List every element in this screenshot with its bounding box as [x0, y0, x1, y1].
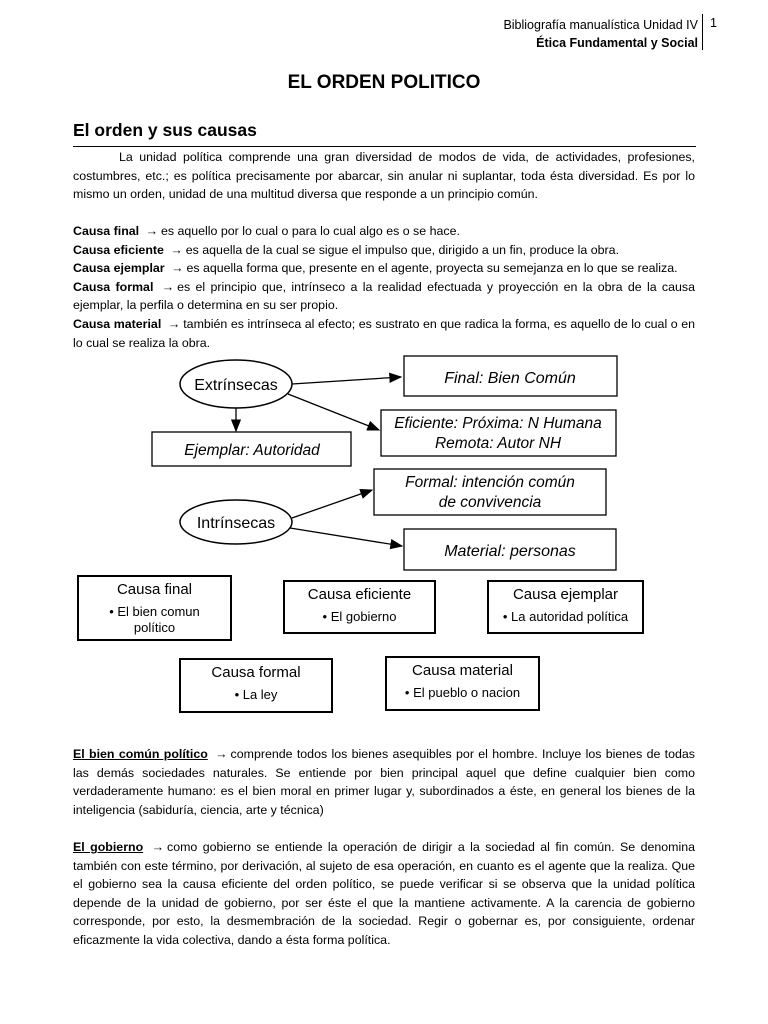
header-lines — [503, 16, 698, 52]
causa-eficiente-bullet: • El gobierno — [322, 609, 397, 624]
bien-comun-paragraph: El bien común político → comprende todos los bienes asequibles por el hombre. Incluye los bienes de todas las demás sociedades naturales. Se entiende por bien principal aquel que define cualquier bien como verdaderamente humano: es el bien moral en primer lugar y, subordinados a éste, en general los bienes de la inteligencia (sabiduría, ciencia, arte y técnica) — [73, 747, 695, 817]
eficiente-label-1: Eficiente: Próxima: N Humana — [394, 415, 602, 432]
page-header — [0, 14, 768, 54]
formal-label-1: Formal: intención común — [405, 474, 575, 491]
arrow-to-final — [292, 377, 401, 384]
causa-final-box — [77, 575, 232, 641]
causa-final-title: Causa final — [116, 581, 193, 598]
material-label: Material: personas — [444, 543, 576, 560]
causa-eficiente-box — [283, 580, 436, 634]
causa-material-title: Causa material — [412, 662, 513, 679]
causa-ejemplar-box — [487, 580, 644, 634]
cause-definition: Causa eficiente → es aquella de la cual se sigue el impulso que, dirigido a un fin, produce la obra. — [73, 242, 620, 257]
cause-definition: Causa formal → es el principio que, intrínseco a la realidad efectuada y proyección en la obra de la causa ejemplar, la perfila o determina en su ser propio. — [73, 279, 695, 313]
intrinsecas-label: Intrínsecas — [196, 515, 276, 532]
gobierno-paragraph: El gobierno → como gobierno se entiende la operación de dirigir a la sociedad al fin común. Se denomina también con este término, por derivación, al sujeto de esa operación, en cuanto es el agente que la realiza. Que el gobierno sea la causa eficiente del orden político, se puede verificar si se observa que la unidad política depende de la unidad de gobierno, por ser éste el que la mantiene activamente. A la carencia de gobierno corresponde, por esto, la desmembración de la sociedad. Regir o gobernar es, por consiguiente, ordenar eficazmente la vida colectiva, dando a ésta forma política. — [73, 840, 695, 947]
header-divider — [702, 14, 703, 50]
intro-paragraph: La unidad política comprende una gran diversidad de modos de vida, de actividades, profesiones, costumbres, etc.; es política precisamente por abarcar, sin anular ni suplantar, toda ésta diversidad. Es por lo mismo un orden, unidad de una multitud diversa que responde a un principio común. — [73, 150, 695, 202]
ejemplar-label: Ejemplar: Autoridad — [184, 442, 320, 459]
gobierno-term: El gobierno — [73, 840, 144, 854]
cause-definition: Causa material → también es intrínseca al efecto; es sustrato en que radica la forma, es aquello de lo cual o en lo cual se realiza la obra. — [73, 316, 695, 350]
cause-definition: Causa final → es aquello por lo cual o para lo cual algo es o se hace. — [73, 224, 460, 238]
causes-diagram — [0, 350, 768, 575]
section-heading: El orden y sus causas — [73, 120, 257, 140]
cause-definition: Causa ejemplar → es aquella forma que, presente en el agente, proyecta su semejanza en lo que se realiza. — [73, 261, 678, 276]
heading-rule — [73, 146, 696, 147]
causa-material-bullet: • El pueblo o nacion — [404, 685, 521, 700]
bien-comun-term: El bien común político — [73, 747, 208, 761]
eficiente-label-2: Remota: Autor NH — [434, 435, 562, 452]
page-title: EL ORDEN POLITICO — [287, 72, 481, 93]
formal-label-2: de convivencia — [438, 494, 542, 511]
extrinsecas-label: Extrínsecas — [194, 377, 278, 394]
causa-formal-title: Causa formal — [211, 664, 301, 681]
arrow-to-material — [290, 528, 402, 546]
causa-final-bullet: • El bien comun político — [109, 604, 200, 635]
causa-ejemplar-title: Causa ejemplar — [512, 586, 619, 603]
arrow-to-eficiente — [288, 394, 379, 430]
causes-list — [73, 222, 695, 352]
causa-ejemplar-bullet: • La autoridad política — [502, 609, 629, 624]
causa-eficiente-title: Causa eficiente — [307, 586, 412, 603]
page-number: 1 — [710, 16, 717, 30]
arrow-to-formal — [292, 490, 372, 518]
causa-formal-bullet: • La ley — [234, 687, 278, 702]
causa-formal-box — [179, 658, 333, 713]
causa-material-box — [385, 656, 540, 711]
header-subject: Ética Fundamental y Social — [536, 36, 698, 50]
header-course: Bibliografía manualística Unidad IV — [503, 18, 698, 32]
final-label: Final: Bien Común — [444, 370, 576, 387]
